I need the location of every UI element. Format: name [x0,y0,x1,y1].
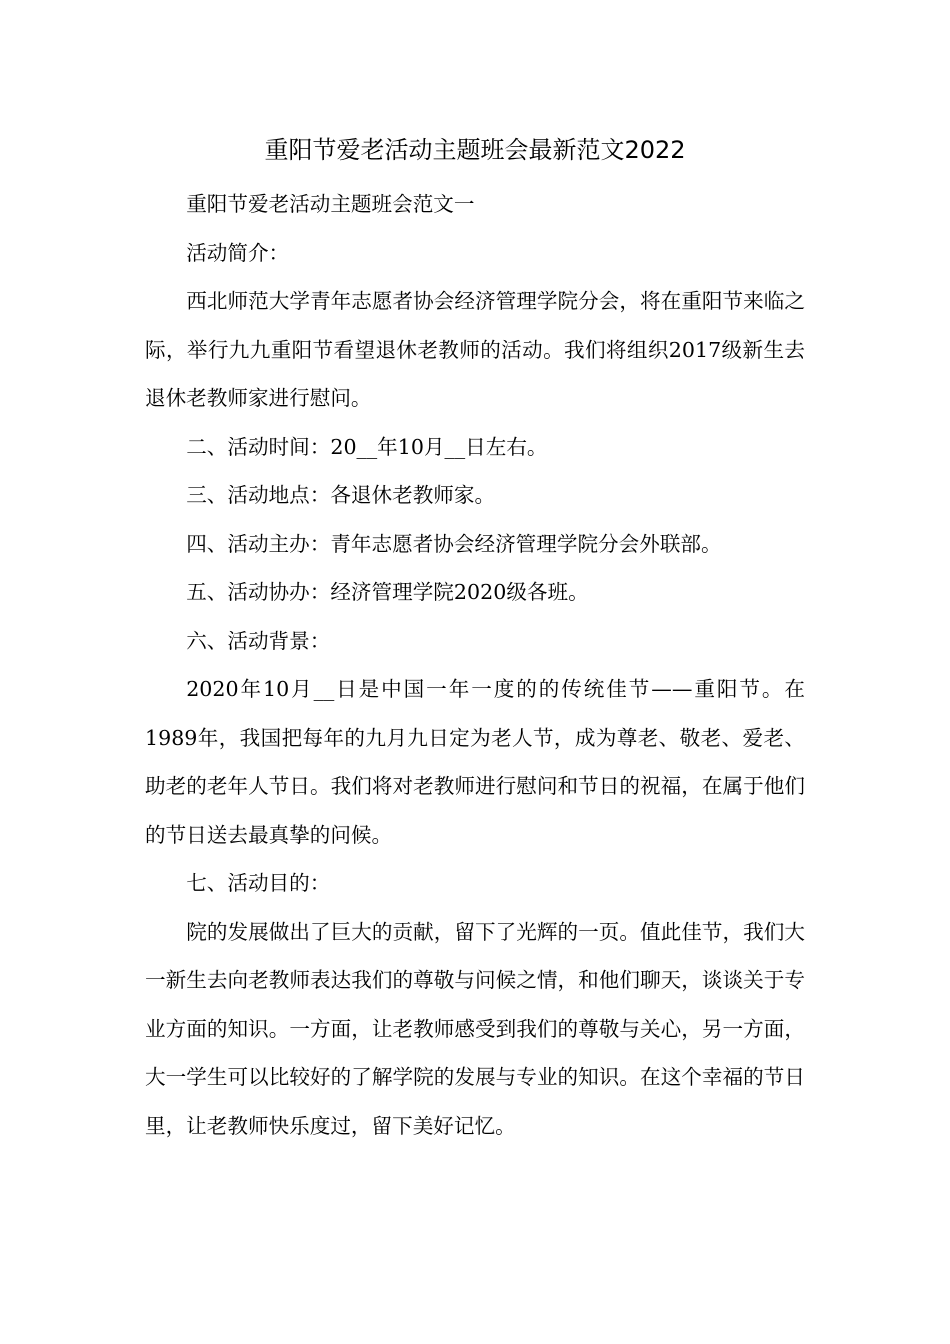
paragraph-subtitle: 重阳节爱老活动主题班会范文一 [186,192,475,216]
paragraph-purpose-heading: 七、活动目的： [186,871,331,895]
paragraph-purpose: 院的发展做出了巨大的贡献，留下了光辉的一页。值此佳节，我们大一新生去向老教师表达我们的尊敬与问候之情，和他们聊天，谈谈关于专业方面的知识。一方面，让老教师感受到我们的尊敬与关心，另一方面，大一学生可以比较好的了解学院的发展与专业的知识。在这个幸福的节日里，让老教师快乐度过，留下美好记忆。 [145,919,805,1138]
paragraph-intro: 西北师范大学青年志愿者协会经济管理学院分会，将在重阳节来临之际，举行九九重阳节看望退休老教师的活动。我们将组织2017级新生去退休老教师家进行慰问。 [145,289,805,410]
document-body [145,180,805,1150]
paragraph-cohost: 五、活动协办：经济管理学院2020级各班。 [186,580,589,604]
document-title: 重阳节爱老活动主题班会最新范文2022 [264,136,686,164]
paragraph-background: 2020年10月__日是中国一年一度的的传统佳节——重阳节。在1989年，我国把每年的九月九日定为老人节，成为尊老、敬老、爱老、助老的老年人节日。我们将对老教师进行慰问和节日的祝福，在属于他们的节日送去最真挚的问候。 [145,677,805,847]
paragraph-background-heading: 六、活动背景： [186,628,331,653]
paragraph-location: 三、活动地点：各退休老教师家。 [186,483,496,507]
paragraph-host: 四、活动主办：青年志愿者协会经济管理学院分会外联部。 [186,531,722,556]
paragraph-intro-heading: 活动简介： [186,240,290,265]
paragraph-time: 二、活动时间：20__年10月__日左右。 [186,434,548,459]
